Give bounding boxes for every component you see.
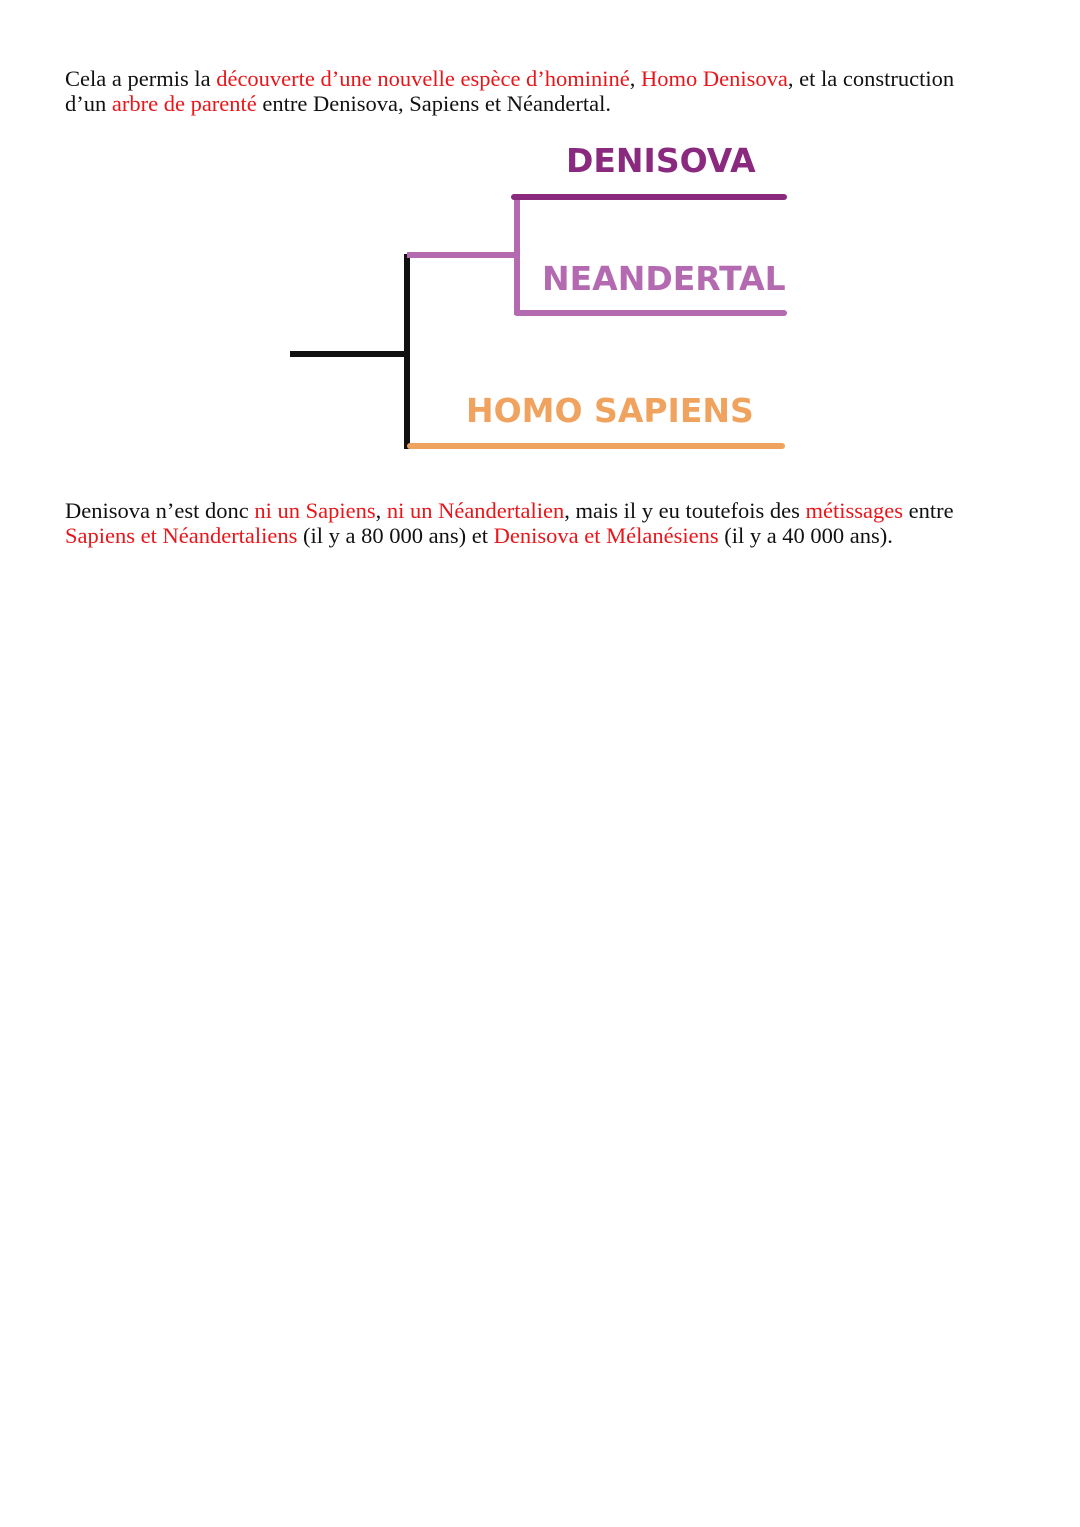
text-segment: Cela a permis la: [65, 66, 217, 91]
highlight-family-tree: arbre de parenté: [111, 91, 257, 116]
conclusion-line-2: [65, 523, 1025, 548]
highlight-sapiens-neandertaliens: Sapiens et Néandertaliens: [65, 523, 298, 548]
text-segment: Denisova n’est donc: [65, 498, 255, 523]
label-neandertal: NEANDERTAL: [542, 259, 786, 298]
highlight-denisova-melanesiens: Denisova et Mélanésiens: [493, 523, 719, 548]
label-homo-sapiens: HOMO SAPIENS: [466, 391, 754, 430]
text-segment: ,: [629, 66, 642, 91]
highlight-not-neandertalien: ni un Néandertalien: [386, 498, 565, 523]
text-segment: , et la construction: [787, 66, 955, 91]
highlight-homo-denisova: Homo Denisova: [641, 66, 788, 91]
label-denisova: DENISOVA: [566, 141, 756, 180]
intro-line-1: [65, 66, 1025, 91]
text-segment: , mais il y eu toutefois des: [564, 498, 806, 523]
intro-line-2: [65, 91, 1025, 116]
intro-paragraph: [65, 66, 1025, 116]
highlight-discovery: découverte d’une nouvelle espèce d’homininé: [216, 66, 630, 91]
phylogenetic-tree-diagram: [280, 130, 800, 470]
text-segment: (il y a 40 000 ans).: [718, 523, 893, 548]
text-segment: (il y a 80 000 ans) et: [297, 523, 494, 548]
highlight-not-sapiens: ni un Sapiens: [254, 498, 376, 523]
text-segment: d’un: [65, 91, 112, 116]
highlight-metissages: métissages: [805, 498, 903, 523]
conclusion-line-1: [65, 498, 1025, 523]
text-segment: ,: [375, 498, 387, 523]
text-segment: entre Denisova, Sapiens et Néandertal.: [256, 91, 612, 116]
text-segment: entre: [902, 498, 954, 523]
conclusion-paragraph: [65, 498, 1025, 548]
